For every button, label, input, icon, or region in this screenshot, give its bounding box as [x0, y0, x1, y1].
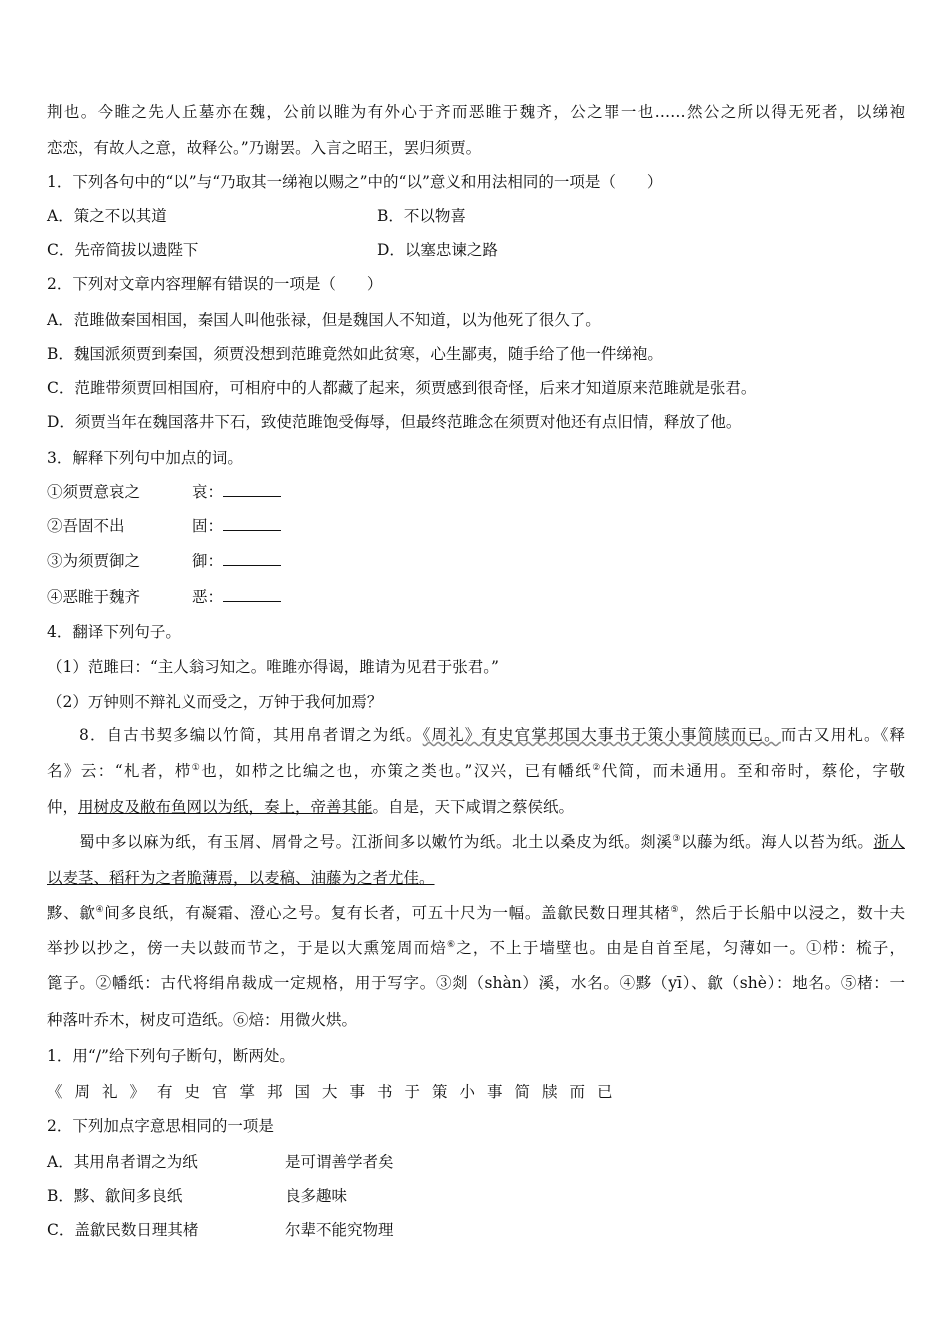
text: 代简，而未通用。至和帝时，蔡伦，字敬 [601, 762, 905, 780]
question-1-options [47, 238, 905, 262]
question-3-stem: 3．解释下列句中加点的词。 [47, 449, 243, 467]
answer-blank[interactable] [223, 480, 281, 497]
q3-word[interactable] [192, 585, 281, 609]
text: 间多良纸，有凝霜、澄心之号。复有长者，可五十尺为一幅。盖歙民数日理其楮 [104, 904, 671, 922]
passage-line: 荆也。今睢之先人丘墓亦在魏，公前以睢为有外心于齐而恶睢于魏齐，公之罪一也……然公之所以得无死者，以绨袍 [47, 103, 905, 121]
passage-line [47, 866, 905, 890]
passage-line [47, 936, 905, 960]
option-b[interactable]: B．不以物喜 [377, 207, 466, 225]
text: 蜀中多以麻为纸，有玉屑、屑骨之号。江浙间多以嫩竹为纸。北土以桑皮为纸。剡溪 [79, 833, 673, 851]
question-4-stem: 4．翻译下列句子。 [47, 623, 181, 641]
option-a[interactable]: A．策之不以其道 [47, 207, 167, 225]
underlined-text: 浙人 [873, 833, 905, 851]
q3-word-label: 哀： [192, 483, 224, 501]
text: 举抄以抄之，傍一夫以鼓而节之，于是以大熏笼周而焙 [47, 939, 447, 957]
passage-question-1-stem: 1．用“/”给下列句子断句，断两处。 [47, 1047, 295, 1065]
footnotes-line: 篦子。②幡纸：古代将绢帛裁成一定规格，用于写字。③剡（shàn）溪，水名。④黟（yī）、歙（shè）：地名。⑤楮：一 [47, 974, 905, 992]
option-compare: 良多趣味 [285, 1187, 348, 1205]
option-c[interactable]: C．范雎带须贾回相国府，可相府中的人都藏了起来，须贾感到很奇怪，后来才知道原来范雎就是张君。 [47, 379, 757, 397]
option-text: A．其用帛者谓之为纸 [47, 1153, 198, 1171]
q4-sentence-1: （1）范雎曰：“主人翁习知之。唯雎亦得谒，雎请为见君于张君。” [47, 658, 499, 676]
footnote-marker: ⑤ [670, 904, 680, 915]
q3-word-label: 固： [192, 517, 224, 535]
footnote-marker: ③ [672, 833, 681, 844]
text: 以藤为纸。海人以苔为纸。 [680, 833, 874, 851]
answer-blank[interactable] [223, 549, 281, 566]
option-c[interactable]: C．先帝简拔以遗陛下 [47, 241, 199, 259]
option-a[interactable] [47, 1150, 905, 1174]
underlined-text: 以麦茎、稻秆为之者脆薄焉，以麦稿、油藤为之者尤佳。 [47, 869, 435, 887]
footnote-marker: ① [191, 762, 202, 773]
footnote-marker: ⑥ [446, 939, 457, 950]
underlined-text: 用树皮及敝布鱼网以为纸，奏上，帝善其能 [78, 798, 373, 816]
wavy-underlined-text: 《周礼》有史官掌邦国大事书于策小事简牍而已。 [422, 726, 781, 744]
q3-sentence: ②吾固不出 [47, 517, 125, 535]
text: 仲， [47, 798, 79, 816]
passage-line [47, 901, 905, 925]
answer-blank[interactable] [223, 585, 281, 602]
passage-question-2-stem: 2．下列加点字意思相同的一项是 [47, 1117, 274, 1135]
option-b[interactable]: B．魏国派须贾到秦国，须贾没想到范雎竟然如此贫寒，心生鄙夷，随手给了他一件绨袍。 [47, 345, 663, 363]
text: 黟、歙 [47, 904, 96, 922]
q3-item [47, 549, 905, 573]
footnote-marker: ④ [95, 904, 105, 915]
text: ，然后于长船中以浸之，数十夫 [679, 904, 905, 922]
question-1-options [47, 204, 905, 228]
q3-sentence: ③为须贾御之 [47, 552, 141, 570]
passage-line [47, 723, 905, 747]
text: 名》云：“札者，栉 [47, 762, 192, 780]
option-text: B．黟、歙间多良纸 [47, 1187, 183, 1205]
q3-item [47, 480, 905, 504]
q3-word[interactable] [192, 480, 281, 504]
answer-blank[interactable] [223, 514, 281, 531]
q3-item [47, 585, 905, 609]
q3-sentence: ①须贾意哀之 [47, 483, 141, 501]
passage-line: 恋恋，有故人之意，故释公。”乃谢罢。入言之昭王，罢归须贾。 [47, 139, 482, 157]
footnotes-line: 种落叶乔木，树皮可造纸。⑥焙：用微火烘。 [47, 1011, 358, 1029]
option-d[interactable]: D．须贾当年在魏国落井下石，致使范雎饱受侮辱，但最终范雎念在须贾对他还有点旧情，释放了他。 [47, 413, 742, 431]
passage-line [47, 830, 905, 854]
question-2-stem: 2．下列对文章内容理解有错误的一项是（ ） [47, 275, 383, 293]
footnote-marker: ② [592, 762, 602, 773]
text: 而古又用札。《释 [780, 726, 905, 744]
option-a[interactable]: A．范雎做秦国相国，秦国人叫他张禄，但是魏国人不知道，以为他死了很久了。 [47, 311, 601, 329]
q4-sentence-2: （2）万钟则不辩礼义而受之，万钟于我何加焉？ [47, 693, 383, 711]
text: 之，不上于墙壁也。由是自首至尾，匀薄如一。①栉：梳子， [456, 939, 905, 957]
text: 。自是，天下咸谓之蔡侯纸。 [372, 798, 575, 816]
passage-line [47, 759, 905, 783]
text: 8．自古书契多编以竹简，其用帛者谓之为纸。 [79, 726, 423, 744]
question-1-stem: 1．下列各句中的“以”与“乃取其一绨袍以赐之”中的“以”意义和用法相同的一项是（ ） [47, 173, 663, 191]
text: 也，如栉之比编之也，亦策之类也。”汉兴，已有幡纸 [201, 762, 593, 780]
q3-word[interactable] [192, 549, 281, 573]
sentence-to-punctuate[interactable]: 《周礼》有史官掌邦国大事书于策小事简牍而已 [47, 1083, 625, 1101]
passage-line [47, 795, 905, 819]
option-b[interactable] [47, 1184, 905, 1208]
option-c[interactable] [47, 1218, 905, 1242]
q3-word[interactable] [192, 514, 281, 538]
option-d[interactable]: D．以塞忠谏之路 [377, 241, 498, 259]
q3-word-label: 恶： [192, 588, 224, 606]
q3-word-label: 御： [192, 552, 224, 570]
q3-sentence: ④恶睢于魏齐 [47, 588, 141, 606]
q3-item [47, 514, 905, 538]
option-text: C．盖歙民数日理其楮 [47, 1221, 199, 1239]
option-compare: 尔辈不能究物理 [285, 1221, 394, 1239]
option-compare: 是可谓善学者矣 [285, 1153, 394, 1171]
